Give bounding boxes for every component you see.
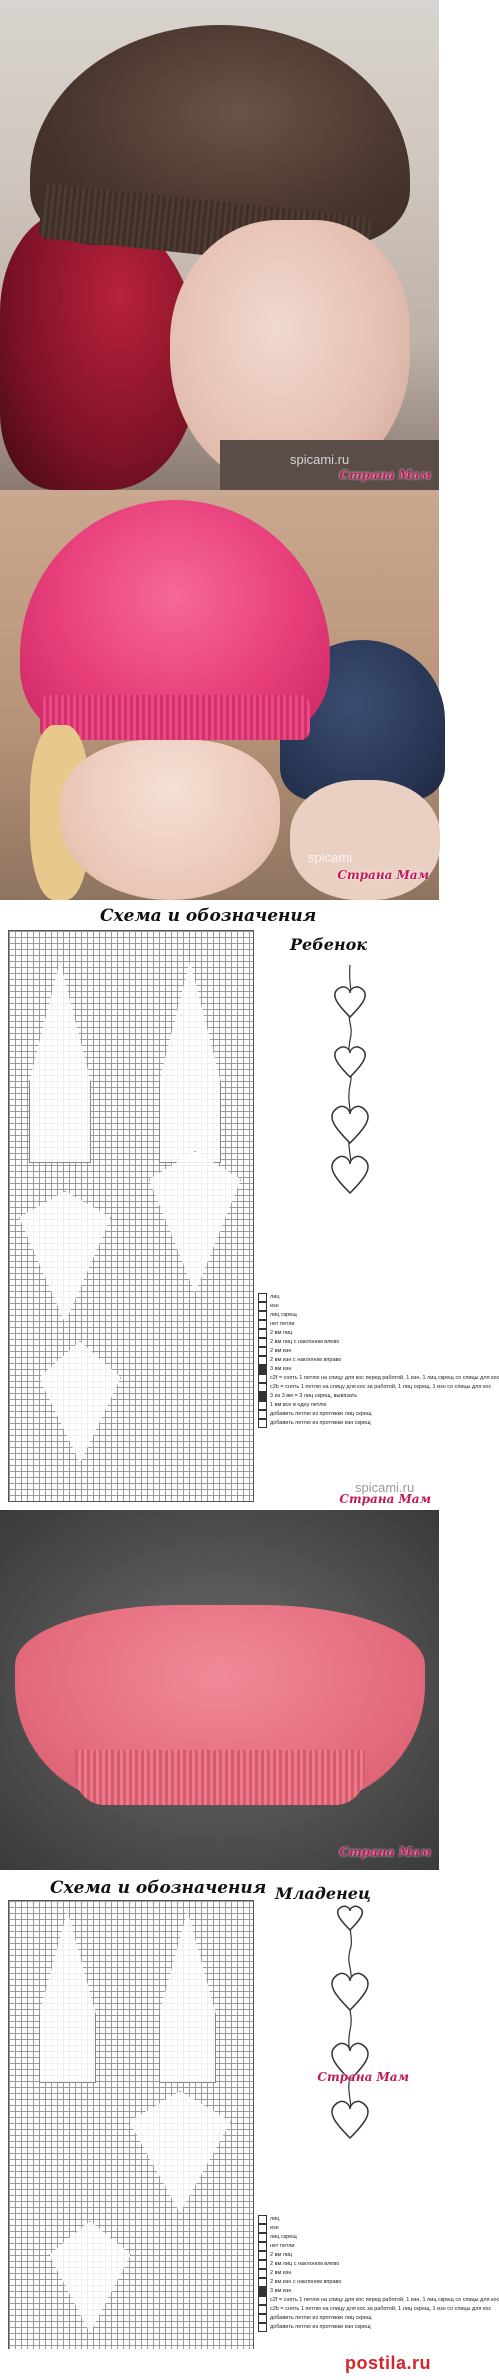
legend-row xyxy=(258,1365,436,1374)
footer-brand-bar xyxy=(0,2349,439,2380)
legend-row xyxy=(258,1410,436,1419)
photo3-brand-watermark: Страна Мам xyxy=(339,1845,431,1859)
legend-row xyxy=(258,2242,436,2251)
legend-text: 1 вм все в одну петлю xyxy=(270,1402,327,1408)
legend-row xyxy=(258,2251,436,2260)
legend-swatch xyxy=(258,1401,267,1410)
legend-swatch xyxy=(258,1410,267,1419)
legend-swatch xyxy=(258,2278,267,2287)
footer-brand: postila.ru xyxy=(344,2353,431,2373)
legend-row xyxy=(258,2296,499,2305)
legend-text: 2 вм лиц xyxy=(270,1330,293,1336)
legend-text: лиц скрещ xyxy=(270,1312,297,1318)
legend-text: добавить петлю из протяжки изн скрещ xyxy=(270,2324,371,2330)
legend-swatch xyxy=(258,1383,267,1392)
legend-row xyxy=(258,2278,436,2287)
legend-text: лиц скрещ xyxy=(270,2234,297,2240)
legend-row xyxy=(258,2269,436,2278)
legend-text: лиц xyxy=(270,2216,280,2222)
legend-row xyxy=(258,2260,436,2269)
legend-row xyxy=(258,1320,436,1329)
legend-swatch xyxy=(258,1302,267,1311)
legend-swatch xyxy=(258,2323,267,2332)
legend-swatch xyxy=(258,1347,267,1356)
legend-row xyxy=(258,1392,436,1401)
photo-pink-knitted-piece xyxy=(0,1510,439,1870)
legend-swatch xyxy=(258,1392,267,1401)
legend-swatch xyxy=(258,1329,267,1338)
legend-swatch xyxy=(258,2242,267,2251)
knitting-chart-child xyxy=(0,900,499,1510)
legend-text: c2b = снять 1 петлю на спицу для кос за работой, 1 лиц скрещ, 1 изн со спицы для кос xyxy=(270,1384,492,1390)
legend-swatch xyxy=(258,1419,267,1428)
legend-row xyxy=(258,1356,436,1365)
legend-text: 3 вм изн xyxy=(270,2288,292,2294)
legend-text: 2 вм лиц с наклоном влево xyxy=(270,2261,340,2267)
legend-row xyxy=(258,1419,436,1428)
legend-text: изн xyxy=(270,2225,279,2231)
chart1-stitch-grid xyxy=(8,930,254,1502)
legend-row xyxy=(258,2323,436,2332)
legend-text: лиц xyxy=(270,1294,280,1300)
legend-swatch xyxy=(258,2215,267,2224)
legend-row xyxy=(258,1383,492,1392)
legend-text: c2f = снять 1 петлю на спицу для кос перед работой, 1 изн, 1 лиц скрещ со спицы для кос xyxy=(270,2297,499,2303)
legend-text: 3 вм изн xyxy=(270,1366,292,1372)
legend-row xyxy=(258,2233,436,2242)
chart1-brand-watermark: Страна Мам xyxy=(339,1492,431,1506)
legend-row xyxy=(258,1311,436,1320)
chart2-heart-chain-diagram xyxy=(320,1910,380,2140)
knitting-chart-baby xyxy=(0,1870,499,2380)
legend-text: c2f = снять 1 петлю на спицу для кос перед работой, 1 изн, 1 лиц скрещ со спицы для кос xyxy=(270,1375,499,1381)
chart1-subtitle: Ребенок xyxy=(290,935,368,954)
legend-row xyxy=(258,1302,436,1311)
legend-row xyxy=(258,2314,436,2323)
chart2-subtitle: Младенец xyxy=(275,1884,371,1903)
chart1-heart-chain-diagram xyxy=(320,965,380,1195)
photo1-brand-watermark: Страна Мам xyxy=(339,468,431,482)
legend-row xyxy=(258,1338,436,1347)
legend-swatch xyxy=(258,2233,267,2242)
legend-row xyxy=(258,1329,436,1338)
legend-swatch xyxy=(258,1338,267,1347)
legend-text: добавить петлю из протяжки изн скрещ xyxy=(270,1420,371,1426)
legend-swatch xyxy=(258,2260,267,2269)
legend-swatch xyxy=(258,1311,267,1320)
legend-text: нет петли xyxy=(270,1321,295,1327)
legend-text: изн xyxy=(270,1303,279,1309)
legend-swatch xyxy=(258,1293,267,1302)
legend-text: добавить петлю из протяжки лиц скрещ xyxy=(270,2315,372,2321)
photo2-site-watermark: spicami xyxy=(308,850,353,865)
legend-row xyxy=(258,1293,436,1302)
legend-swatch xyxy=(258,2224,267,2233)
photo1-site-watermark: spicami.ru xyxy=(290,452,350,467)
legend-swatch xyxy=(258,2314,267,2323)
legend-swatch xyxy=(258,1365,267,1374)
legend-row xyxy=(258,2215,436,2224)
legend-row xyxy=(258,2224,436,2233)
photo-woman-brown-hat xyxy=(0,0,439,490)
chart2-brand-watermark: Страна Мам xyxy=(317,2070,409,2084)
legend-swatch xyxy=(258,2296,267,2305)
legend-swatch xyxy=(258,1356,267,1365)
chart2-legend xyxy=(258,2215,499,2332)
legend-row xyxy=(258,2305,492,2314)
chart1-title: Схема и обозначения xyxy=(100,906,317,926)
legend-row xyxy=(258,1347,436,1356)
legend-text: добавить петлю из протяжки лиц скрещ xyxy=(270,1411,372,1417)
legend-text: c2b = снять 1 петлю на спицу для кос за работой, 1 лиц скрещ, 1 изн со спицы для кос xyxy=(270,2306,492,2312)
chart2-stitch-grid xyxy=(8,1900,254,2372)
legend-swatch xyxy=(258,2251,267,2260)
legend-row xyxy=(258,1374,499,1383)
legend-text: 3 из 3 вм = 3 лиц скрещ, вывязать xyxy=(270,1393,358,1399)
legend-row xyxy=(258,2287,436,2296)
photo2-brand-watermark: Страна Мам xyxy=(337,868,429,882)
legend-text: 2 вм изн xyxy=(270,2270,292,2276)
legend-text: нет петли xyxy=(270,2243,295,2249)
legend-row xyxy=(258,1401,436,1410)
legend-swatch xyxy=(258,1320,267,1329)
legend-text: 2 вм изн с наклоном вправо xyxy=(270,1357,342,1363)
chart1-legend xyxy=(258,1293,499,1428)
legend-swatch xyxy=(258,2287,267,2296)
legend-text: 2 вм лиц с наклоном влево xyxy=(270,1339,340,1345)
legend-text: 2 вм лиц xyxy=(270,2252,293,2258)
legend-swatch xyxy=(258,1374,267,1383)
legend-swatch xyxy=(258,2305,267,2314)
chart2-title: Схема и обозначения xyxy=(50,1878,267,1898)
legend-swatch xyxy=(258,2269,267,2278)
legend-text: 2 вм изн с наклоном вправо xyxy=(270,2279,342,2285)
chart1-site-watermark: spicami.ru xyxy=(355,1480,415,1495)
photo-child-pink-hat xyxy=(0,490,439,900)
legend-text: 2 вм изн xyxy=(270,1348,292,1354)
